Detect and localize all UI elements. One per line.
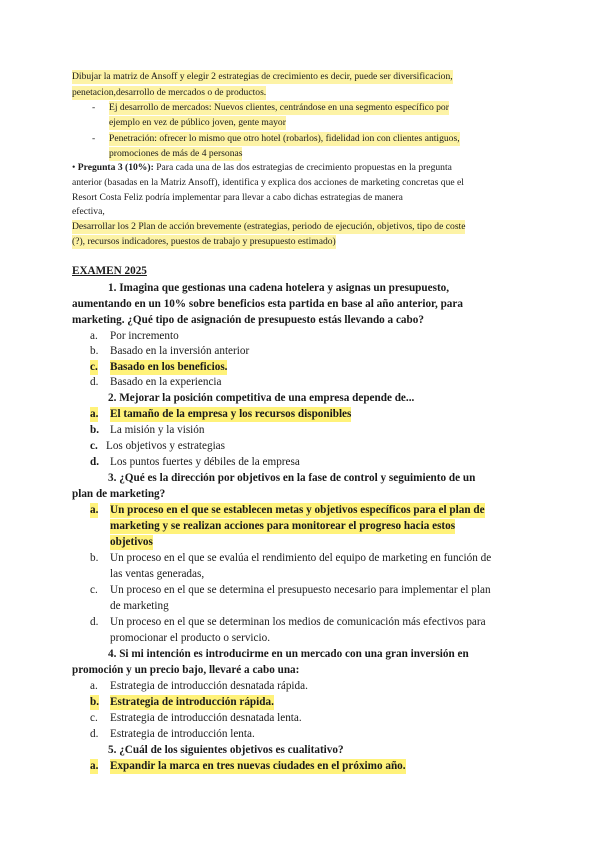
question-3: 3. ¿Qué es la dirección por objetivos en la fase de control y seguimiento de un xyxy=(108,472,476,484)
question-3: plan de marketing? xyxy=(72,488,166,500)
pregunta-text: Para cada una de las dos estrategias de crecimiento propuestas en la pregunta xyxy=(153,162,452,173)
question-1: marketing. ¿Qué tipo de asignación de presupuesto estás llevando a cabo? xyxy=(72,314,424,326)
option-text-correct: Estrategia de introducción rápida. xyxy=(110,696,274,708)
option-text: Los objetivos y estrategias xyxy=(106,440,225,452)
option-marker: c. xyxy=(90,712,98,724)
bullet-marker: - xyxy=(92,133,96,144)
pregunta-line-4: efectiva, xyxy=(72,206,105,217)
intro-line-1: Dibujar la matriz de Ansoff y elegir 2 estrategias de crecimiento es decir, puede ser diversificacion, xyxy=(72,71,453,82)
option-marker: b. xyxy=(90,424,100,436)
pregunta-line-1 xyxy=(72,161,452,175)
bullet-line: promociones de más de 4 personas xyxy=(109,148,243,159)
intro-line-2: penetacion,desarrollo de mercados o de productos. xyxy=(72,87,267,98)
option-text: Basado en la inversión anterior xyxy=(110,345,250,357)
option-text: Estrategia de introducción desnatada rápida. xyxy=(110,680,308,692)
plan-line-1: Desarrollar los 2 Plan de acción brevemente (estrategias, periodo de ejecución, objetivos, tipo de coste xyxy=(72,221,466,232)
option-marker: d. xyxy=(90,616,99,628)
option-text: Un proceso en el que se determina el presupuesto necesario para implementar el plan xyxy=(110,584,491,596)
option-text-correct: marketing y se realizan acciones para monitorear el progreso hacia estos xyxy=(110,520,456,532)
exam-title: EXAMEN 2025 xyxy=(72,265,147,277)
option-text: La misión y la visión xyxy=(110,424,205,436)
option-text-correct: Basado en los beneficios. xyxy=(110,361,228,373)
plan-line-2: (?), recursos indicadores, puestos de trabajo y presupuesto estimado) xyxy=(72,236,336,247)
option-text-correct: Expandir la marca en tres nuevas ciudades en el próximo año. xyxy=(110,760,406,772)
option-text: Estrategia de introducción desnatada lenta. xyxy=(110,712,302,724)
bullet-line: ejemplo en vez de público joven, gente mayor xyxy=(109,117,286,128)
pregunta-line-3: Resort Costa Feliz podría implementar para llevar a cabo dichas estrategias de manera xyxy=(72,192,403,203)
option-marker: a. xyxy=(90,330,98,342)
question-1: 1. Imagina que gestionas una cadena hotelera y asignas un presupuesto, xyxy=(108,282,450,294)
option-marker-correct: c. xyxy=(90,361,98,373)
option-marker: a. xyxy=(90,680,98,692)
option-text: Los puntos fuertes y débiles de la empresa xyxy=(110,456,300,468)
option-text-correct: Un proceso en el que se establecen metas y objetivos específicos para el plan de xyxy=(110,504,485,516)
option-text-correct: El tamaño de la empresa y los recursos disponibles xyxy=(110,408,352,420)
option-marker-correct: b. xyxy=(90,696,100,708)
option-text: Basado en la experiencia xyxy=(110,376,222,388)
option-marker: d. xyxy=(90,456,100,468)
option-text: las ventas generadas, xyxy=(110,568,205,580)
option-marker: c. xyxy=(90,584,98,596)
question-4: promoción y un precio bajo, llevaré a cabo una: xyxy=(72,664,300,676)
pregunta-line-2: anterior (basadas en la Matriz Ansoff), identifica y explica dos acciones de marketing concretas que el xyxy=(72,177,464,188)
question-4: 4. Si mi intención es introducirme en un mercado con una gran inversión en xyxy=(108,648,469,660)
option-text: Un proceso en el que se evalúa el rendimiento del equipo de marketing en función de xyxy=(110,552,492,564)
option-marker: b. xyxy=(90,552,99,564)
bullet-line: Ej desarrollo de mercados: Nuevos clientes, centrándose en una segmento específico por xyxy=(109,102,449,113)
question-5: 5. ¿Cuál de los siguientes objetivos es cualitativo? xyxy=(108,744,344,756)
option-text-correct: objetivos xyxy=(110,536,153,548)
option-marker-correct: a. xyxy=(90,504,99,516)
option-text: Por incremento xyxy=(110,330,179,342)
option-marker-correct: a. xyxy=(90,760,99,772)
option-marker: b. xyxy=(90,345,99,357)
question-2: 2. Mejorar la posición competitiva de una empresa depende de... xyxy=(108,392,415,404)
option-marker-correct: a. xyxy=(90,408,99,420)
option-text: Estrategia de introducción lenta. xyxy=(110,728,255,740)
bullet-line: Penetración: ofrecer lo mismo que otro hotel (robarlos), fidelidad ion con clientes antiguos, xyxy=(109,133,460,144)
option-marker: c. xyxy=(90,440,98,452)
option-text: promocionar el producto o servicio. xyxy=(110,632,270,644)
bullet-marker: - xyxy=(92,102,96,113)
question-1: aumentando en un 10% sobre beneficios esta partida en base al año anterior, para xyxy=(72,298,463,310)
option-text: de marketing xyxy=(110,600,169,612)
pregunta-label: Pregunta 3 (10%): xyxy=(77,162,154,173)
option-text: Un proceso en el que se determinan los medios de comunicación más efectivos para xyxy=(110,616,486,628)
option-marker: d. xyxy=(90,376,99,388)
option-marker: d. xyxy=(90,728,99,740)
pregunta-bullet: • xyxy=(72,162,76,173)
